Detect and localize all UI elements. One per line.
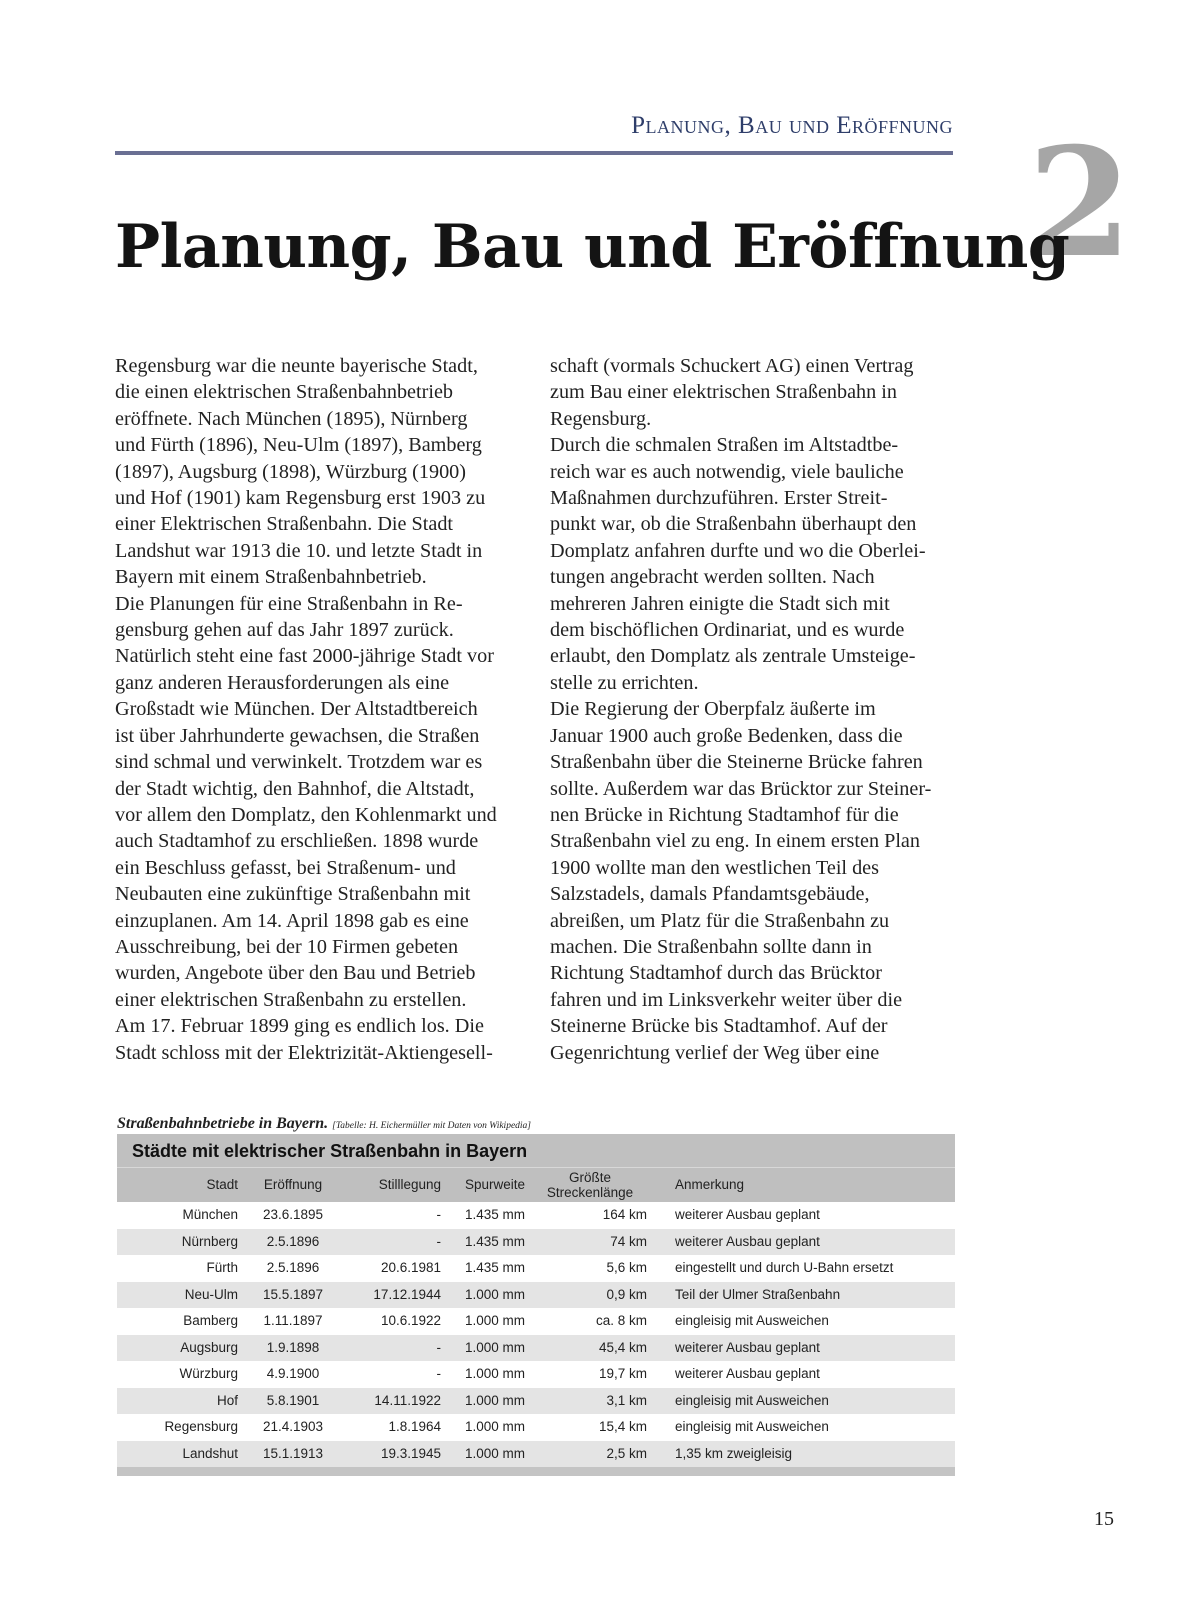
table-caption bbox=[117, 1115, 531, 1133]
table-title: Städte mit elektrischer Straßenbahn in Bayern bbox=[117, 1134, 955, 1167]
cell-anmerkung: eingestellt und durch U-Bahn ersetzt bbox=[675, 1260, 894, 1275]
text-line: Landshut war 1913 die 10. und letzte Stadt in bbox=[115, 539, 483, 562]
cell-stilllegung: 14.11.1922 bbox=[374, 1392, 441, 1408]
text-line: vor allem den Domplatz, den Kohlenmarkt und bbox=[115, 803, 497, 826]
cell-eroeffnung: 2.5.1896 bbox=[266, 1260, 320, 1275]
cell-stilllegung: 20.6.1981 bbox=[380, 1260, 441, 1275]
tram-table bbox=[117, 1134, 955, 1476]
cell-stadt: Neu-Ulm bbox=[184, 1286, 238, 1302]
text-line: (1897), Augsburg (1898), Würzburg (1900) bbox=[115, 460, 466, 483]
text-line: sollte. Außerdem war das Brücktor zur Steiner- bbox=[550, 777, 932, 800]
cell-stadt: Hof bbox=[216, 1392, 238, 1408]
chapter-number: 2 bbox=[1027, 115, 1132, 291]
cell-eroeffnung: 5.8.1901 bbox=[266, 1392, 320, 1408]
cell-laenge: 74 km bbox=[610, 1233, 647, 1249]
text-line: mehreren Jahren einigte die Stadt sich mit bbox=[550, 592, 890, 615]
text-line: Am 17. Februar 1899 ging es endlich los. Die bbox=[115, 1015, 484, 1038]
text-line: Regensburg. bbox=[550, 407, 652, 430]
table-row bbox=[117, 1229, 955, 1256]
text-line: zum Bau einer elektrischen Straßenbahn in bbox=[550, 381, 897, 404]
text-line: nen Brücke in Richtung Stadtamhof für die bbox=[550, 803, 899, 826]
cell-laenge: ca. 8 km bbox=[595, 1313, 647, 1328]
cell-stadt: Nürnberg bbox=[181, 1233, 238, 1249]
text-line: wurden, Angebote über den Bau und Betrieb bbox=[115, 962, 476, 985]
text-line: fahren und im Linksverkehr weiter über die bbox=[550, 988, 903, 1011]
cell-laenge: 19,7 km bbox=[598, 1366, 647, 1381]
text-line: einer Elektrischen Straßenbahn. Die Stadt bbox=[115, 513, 454, 536]
cell-spurweite: 1.435 mm bbox=[464, 1260, 526, 1275]
table-row bbox=[117, 1282, 955, 1309]
caption-title: Straßenbahnbetriebe in Bayern. bbox=[117, 1115, 329, 1132]
cell-spurweite: 1.000 mm bbox=[464, 1445, 526, 1461]
cell-anmerkung: 1,35 km zweigleisig bbox=[675, 1445, 793, 1461]
cell-spurweite: 1.000 mm bbox=[464, 1392, 526, 1408]
cell-stilllegung: 17.12.1944 bbox=[373, 1286, 441, 1302]
text-line: Straßenbahn viel zu eng. In einem ersten Plan bbox=[550, 830, 920, 853]
text-line: Regensburg war die neunte bayerische Stadt, bbox=[115, 355, 478, 377]
cell-stilllegung: 1.8.1964 bbox=[388, 1419, 441, 1434]
table-row bbox=[117, 1335, 955, 1362]
text-line: auch Stadtamhof zu erschließen. 1898 wurde bbox=[115, 830, 479, 853]
cell-anmerkung: weiterer Ausbau geplant bbox=[675, 1366, 820, 1381]
text-line: Neubauten eine zukünftige Straßenbahn mit bbox=[115, 883, 471, 906]
text-line: tungen angebracht werden sollten. Nach bbox=[550, 566, 875, 589]
cell-eroeffnung: 2.5.1896 bbox=[266, 1233, 320, 1249]
table-row bbox=[117, 1388, 955, 1415]
text-line: schaft (vormals Schuckert AG) einen Vertrag bbox=[550, 355, 914, 377]
text-line: Januar 1900 auch große Bedenken, dass die bbox=[550, 724, 903, 747]
cell-stilllegung: - bbox=[436, 1233, 441, 1249]
cell-stilllegung: - bbox=[436, 1366, 441, 1381]
text-line: einer elektrischen Straßenbahn zu erstellen. bbox=[115, 988, 467, 1011]
cell-spurweite: 1.000 mm bbox=[464, 1286, 526, 1302]
text-line: machen. Die Straßenbahn sollte dann in bbox=[550, 935, 872, 958]
cell-spurweite: 1.000 mm bbox=[464, 1366, 526, 1381]
chapter-title: Planung, Bau und Eröffnung bbox=[115, 212, 1070, 282]
cell-laenge: 3,1 km bbox=[606, 1392, 647, 1408]
cell-eroeffnung: 1.9.1898 bbox=[266, 1339, 320, 1355]
text-line: einzuplanen. Am 14. April 1898 gab es eine bbox=[115, 909, 469, 932]
text-line: erlaubt, den Domplatz als zentrale Umsteige- bbox=[550, 645, 916, 668]
cell-laenge: 164 km bbox=[602, 1207, 647, 1222]
header-streckenlaenge-line1: Größte bbox=[568, 1170, 611, 1185]
header-streckenlaenge-line2: Streckenlänge bbox=[546, 1185, 634, 1200]
text-line: Ausschreibung, bei der 10 Firmen gebeten bbox=[115, 935, 459, 958]
text-line: ist über Jahrhunderte gewachsen, die Straßen bbox=[115, 724, 480, 747]
text-line: Bayern mit einem Straßenbahnbetrieb. bbox=[115, 566, 427, 589]
cell-laenge: 2,5 km bbox=[606, 1445, 647, 1461]
text-line: die einen elektrischen Straßenbahnbetrieb bbox=[115, 381, 454, 404]
cell-laenge: 0,9 km bbox=[606, 1286, 647, 1302]
page-number: 15 bbox=[1094, 1508, 1114, 1530]
cell-spurweite: 1.435 mm bbox=[464, 1207, 526, 1222]
cell-spurweite: 1.000 mm bbox=[464, 1313, 526, 1328]
text-line: Die Regierung der Oberpfalz äußerte im bbox=[550, 698, 876, 721]
text-line: Stadt schloss mit der Elektrizität-Aktiengesell- bbox=[115, 1041, 493, 1064]
text-column-right bbox=[550, 353, 960, 1066]
text-line: ganz anderen Herausforderungen als eine bbox=[115, 671, 450, 694]
table-row bbox=[117, 1361, 955, 1388]
text-line: Die Planungen für eine Straßenbahn in Re- bbox=[115, 592, 463, 615]
cell-stadt: Regensburg bbox=[164, 1419, 238, 1434]
cell-stadt: Bamberg bbox=[183, 1313, 238, 1328]
cell-stadt: Würzburg bbox=[179, 1366, 238, 1381]
text-line: eröffnete. Nach München (1895), Nürnberg bbox=[115, 407, 468, 430]
text-line: Straßenbahn über die Steinerne Brücke fahren bbox=[550, 751, 923, 774]
cell-anmerkung: eingleisig mit Ausweichen bbox=[675, 1419, 829, 1434]
header-spurweite: Spurweite bbox=[464, 1177, 526, 1192]
cell-anmerkung: weiterer Ausbau geplant bbox=[675, 1207, 820, 1222]
cell-anmerkung: weiterer Ausbau geplant bbox=[675, 1233, 820, 1249]
header-anmerkung: Anmerkung bbox=[675, 1177, 745, 1192]
cell-spurweite: 1.000 mm bbox=[464, 1419, 526, 1434]
text-line: Domplatz anfahren durfte und wo die Oberlei- bbox=[550, 539, 926, 562]
cell-laenge: 15,4 km bbox=[598, 1419, 647, 1434]
cell-laenge: 45,4 km bbox=[598, 1339, 647, 1355]
cell-eroeffnung: 21.4.1903 bbox=[262, 1419, 324, 1434]
header-streckenlaenge bbox=[533, 1170, 647, 1200]
text-line: punkt war, ob die Straßenbahn überhaupt den bbox=[550, 513, 917, 536]
cell-stilllegung: - bbox=[436, 1207, 441, 1222]
cell-spurweite: 1.435 mm bbox=[464, 1233, 526, 1249]
header-eroeffnung: Eröffnung bbox=[263, 1177, 323, 1192]
cell-stilllegung: 19.3.1945 bbox=[380, 1445, 441, 1461]
text-line: Richtung Stadtamhof durch das Brücktor bbox=[550, 962, 882, 985]
cell-stadt: Landshut bbox=[182, 1445, 238, 1461]
text-line: reich war es auch notwendig, viele bauliche bbox=[550, 460, 904, 483]
text-line: ein Beschluss gefasst, bei Straßenum- und bbox=[115, 856, 456, 879]
cell-anmerkung: weiterer Ausbau geplant bbox=[675, 1339, 820, 1355]
text-line: Gegenrichtung verlief der Weg über eine bbox=[550, 1041, 880, 1064]
table-row bbox=[117, 1414, 955, 1441]
text-line: gensburg gehen auf das Jahr 1897 zurück. bbox=[115, 619, 454, 642]
table-body bbox=[117, 1202, 955, 1467]
cell-stadt: München bbox=[182, 1207, 238, 1222]
cell-eroeffnung: 4.9.1900 bbox=[266, 1366, 320, 1381]
cell-anmerkung: eingleisig mit Ausweichen bbox=[675, 1392, 829, 1408]
table-row bbox=[117, 1255, 955, 1282]
cell-eroeffnung: 1.11.1897 bbox=[263, 1313, 323, 1328]
text-line: der Stadt wichtig, den Bahnhof, die Altstadt, bbox=[115, 777, 475, 800]
text-line: Großstadt wie München. Der Altstadtbereich bbox=[115, 698, 478, 721]
header-stadt: Stadt bbox=[206, 1177, 238, 1192]
table-footer-bar bbox=[117, 1467, 955, 1476]
cell-stadt: Augsburg bbox=[180, 1339, 238, 1355]
text-line: Maßnahmen durchzuführen. Erster Streit- bbox=[550, 487, 888, 510]
cell-anmerkung: Teil der Ulmer Straßenbahn bbox=[675, 1286, 841, 1302]
text-line: sind schmal und verwinkelt. Trotzdem war es bbox=[115, 751, 483, 774]
text-line: abreißen, um Platz für die Straßenbahn zu bbox=[550, 909, 890, 932]
cell-spurweite: 1.000 mm bbox=[464, 1339, 526, 1355]
table-row bbox=[117, 1441, 955, 1468]
text-line: und Hof (1901) kam Regensburg erst 1903 zu bbox=[115, 487, 486, 510]
cell-eroeffnung: 15.1.1913 bbox=[262, 1445, 324, 1461]
text-line: Natürlich steht eine fast 2000-jährige Stadt vor bbox=[115, 645, 494, 668]
text-line: dem bischöflichen Ordinariat, und es wurde bbox=[550, 619, 905, 642]
cell-eroeffnung: 15.5.1897 bbox=[262, 1286, 324, 1302]
cell-stilllegung: 10.6.1922 bbox=[380, 1313, 441, 1328]
table-row bbox=[117, 1308, 955, 1335]
running-head: Planung, Bau und Eröffnung bbox=[631, 112, 953, 139]
cell-stadt: Fürth bbox=[206, 1260, 238, 1275]
caption-source: [Tabelle: H. Eichermüller mit Daten von Wikipedia] bbox=[332, 1121, 531, 1131]
cell-anmerkung: eingleisig mit Ausweichen bbox=[675, 1313, 829, 1328]
table-row bbox=[117, 1202, 955, 1229]
text-line: 1900 wollte man den westlichen Teil des bbox=[550, 856, 879, 879]
text-line: Durch die schmalen Straßen im Altstadtbe- bbox=[550, 434, 899, 457]
text-line: stelle zu errichten. bbox=[550, 671, 699, 694]
text-column-left bbox=[115, 353, 525, 1066]
cell-eroeffnung: 23.6.1895 bbox=[262, 1207, 324, 1222]
table-header-row bbox=[117, 1167, 955, 1202]
text-line: Salzstadels, damals Pfandamtsgebäude, bbox=[550, 883, 870, 906]
text-line: Steinerne Brücke bis Stadtamhof. Auf der bbox=[550, 1015, 888, 1038]
header-stilllegung: Stilllegung bbox=[378, 1177, 441, 1192]
cell-laenge: 5,6 km bbox=[606, 1260, 647, 1275]
header-rule bbox=[115, 151, 953, 155]
text-line: und Fürth (1896), Neu-Ulm (1897), Bamberg bbox=[115, 434, 482, 457]
cell-stilllegung: - bbox=[436, 1339, 441, 1355]
